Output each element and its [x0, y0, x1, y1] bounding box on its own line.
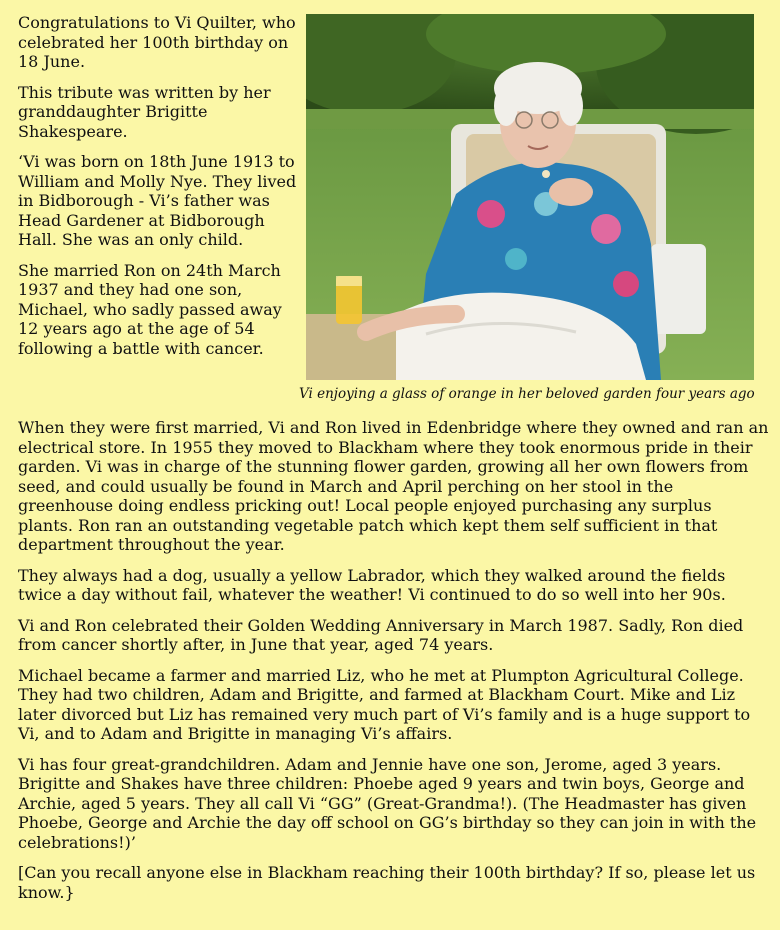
intro-column [18, 13, 304, 369]
body-paragraph: When they were first married, Vi and Ron lived in Edenbridge where they owned and ran an electrical store. In 1955 they moved to Blackham where they took enormous pride in their garden. Vi was in charge of the stunning flower garden, growing all her own flowers from seed, and could usually be found in March and April perching on her stool in the greenhouse doing endless pricking out! Local people enjoyed purchasing any surplus plants. Ron ran an outstanding vegetable patch which kept them self sufficient in that department throughout the year. [18, 418, 769, 554]
garden-photo [306, 14, 754, 380]
body-paragraph: They always had a dog, usually a yellow Labrador, which they walked around the fields twice a day without fail, whatever the weather! Vi continued to do so well into her 90s. [18, 565, 726, 604]
intro-paragraph: She married Ron on 24th March 1937 and they had one son, Michael, who sadly passed away 12 years ago at the age of 54 following a battle with cancer. [18, 260, 282, 358]
intro-paragraph: Congratulations to Vi Quilter, who celebrated her 100th birthday on 18 June. [18, 13, 296, 71]
article-body [18, 418, 770, 913]
photo-caption: Vi enjoying a glass of orange in her beloved garden four years ago [299, 386, 755, 402]
intro-paragraph: This tribute was written by her granddaughter Brigitte Shakespeare. [18, 82, 271, 141]
body-paragraph: Michael became a farmer and married Liz, who he met at Plumpton Agricultural College. They had two children, Adam and Brigitte, and farmed at Blackham Court. Mike and Liz later divorced but Liz has remained very much part of Vi’s family and is a huge support to Vi, and to Adam and Brigitte in managing Vi’s affairs. [18, 665, 751, 743]
body-paragraph: Vi has four great-grandchildren. Adam and Jennie have one son, Jerome, aged 3 years. Brigitte and Shakes have three children: Phoebe aged 9 years and twin boys, George and Archie, aged 5 years. They all call Vi “GG” (Great-Grandma!). (The Headmaster has given Phoebe, George and Archie the day off school on GG’s birthday so they can join in with the celebrations!)’ [18, 754, 757, 852]
closing-question: [Can you recall anyone else in Blackham reaching their 100th birthday? If so, please let us know.} [18, 863, 756, 902]
intro-paragraph: ‘Vi was born on 18th June 1913 to William and Molly Nye. They lived in Bidborough - Vi’s father was Head Gardener at Bidborough Hall. She was an only child. [18, 152, 297, 249]
garden-photo-illustration [306, 14, 754, 380]
body-paragraph: Vi and Ron celebrated their Golden Wedding Anniversary in March 1987. Sadly, Ron died from cancer shortly after, in June that year, aged 74 years. [18, 615, 744, 654]
